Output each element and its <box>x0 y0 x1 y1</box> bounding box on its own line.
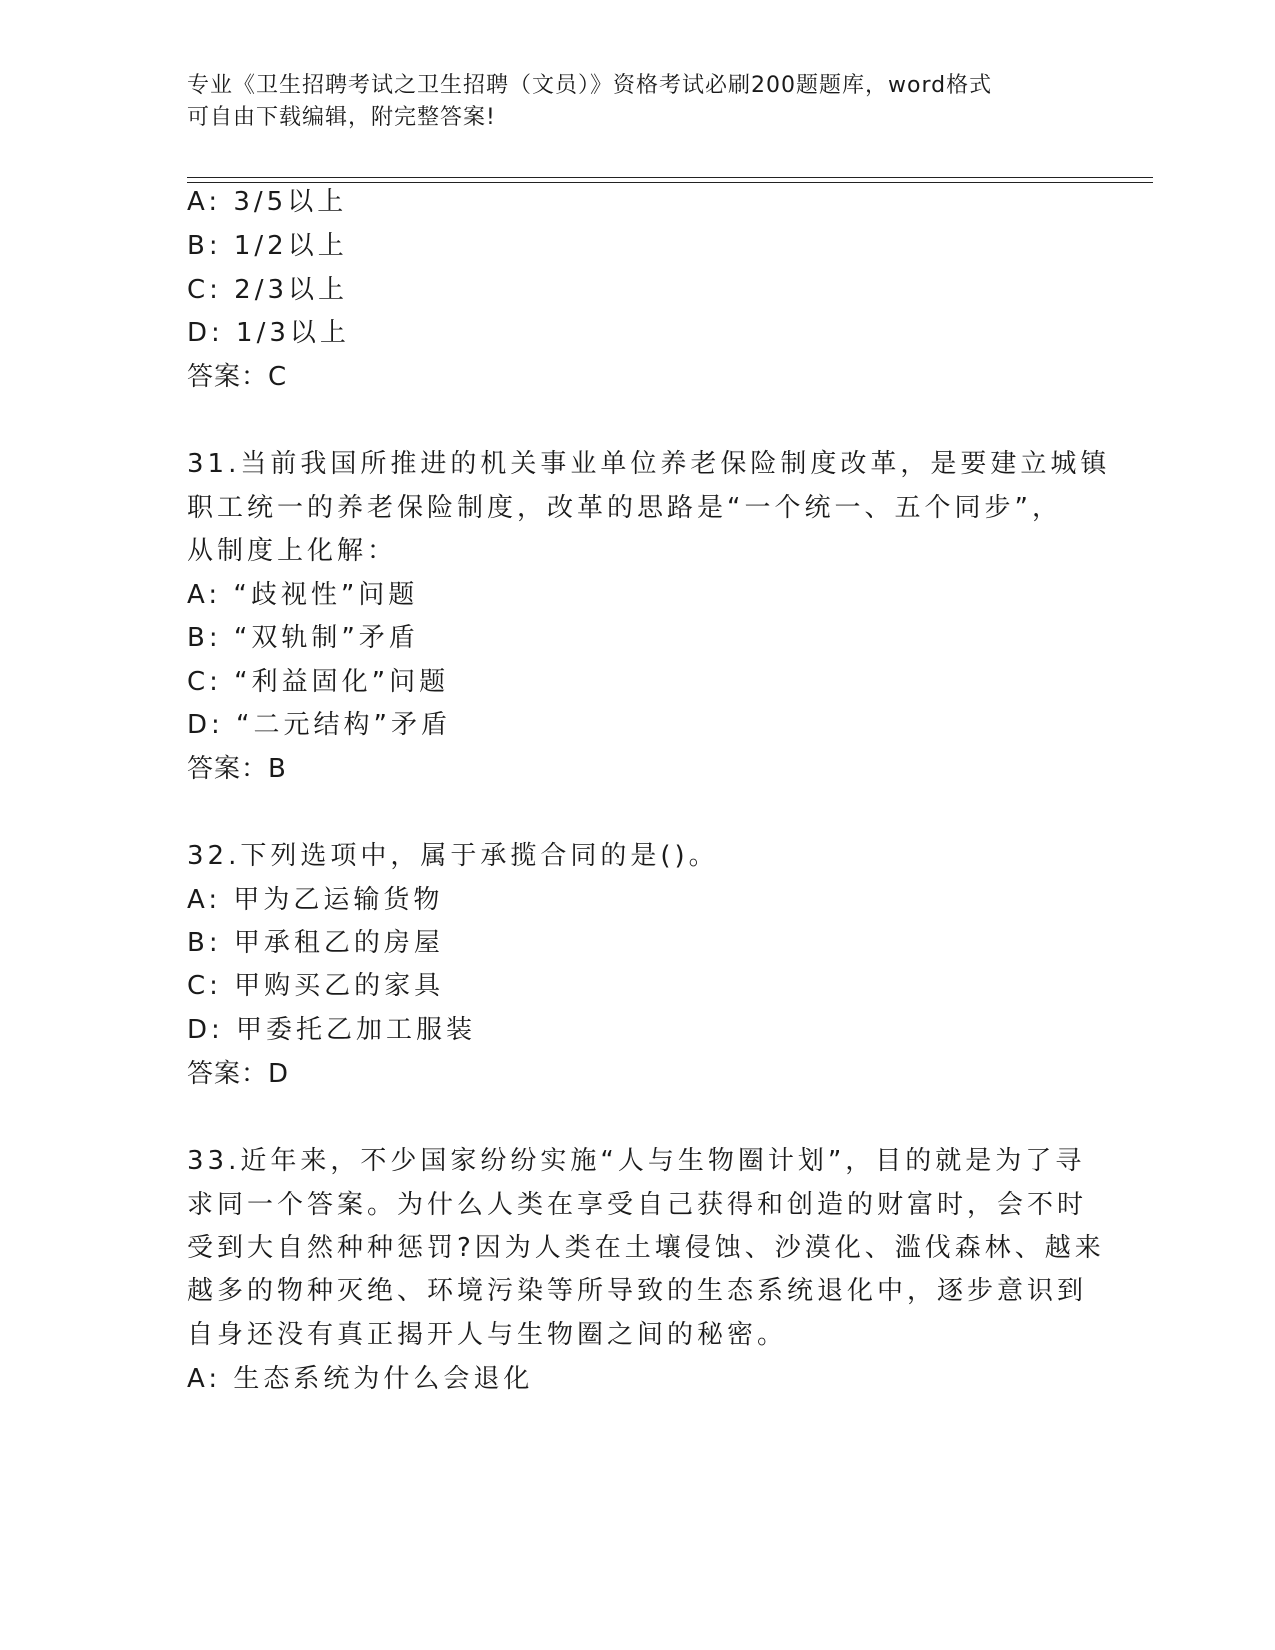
q31-answer: 答案：B <box>187 754 287 784</box>
q32-option-a: A: 甲为乙运输货物 <box>187 885 444 915</box>
document-header <box>187 70 1087 134</box>
q33-stem-line-2: 求同一个答案。为什么人类在享受自己获得和创造的财富时，会不时 <box>187 1190 1088 1220</box>
header-line-2: 可自由下载编辑，附完整答案! <box>187 105 496 130</box>
q30-option-c: C: 2/3以上 <box>187 275 349 305</box>
header-divider-bottom <box>187 182 1153 183</box>
q30-option-a: A: 3/5以上 <box>187 187 348 217</box>
q33-stem-line-3: 受到大自然种种惩罚?因为人类在土壤侵蚀、沙漠化、滥伐森林、越来 <box>187 1233 1105 1263</box>
q33-stem-line-4: 越多的物种灭绝、环境污染等所导致的生态系统退化中，逐步意识到 <box>187 1276 1088 1306</box>
q31-option-b: B: “双轨制”矛盾 <box>187 623 419 653</box>
q33-stem-line-1: 33.近年来，不少国家纷纷实施“人与生物圈计划”，目的就是为了寻 <box>187 1146 1086 1176</box>
header-line-1: 专业《卫生招聘考试之卫生招聘（文员）》资格考试必刷200题题库，word格式 <box>187 73 993 98</box>
q32-option-c: C: 甲购买乙的家具 <box>187 971 445 1001</box>
q30-option-d: D: 1/3以上 <box>187 318 350 348</box>
q32-option-b: B: 甲承租乙的房屋 <box>187 928 444 958</box>
q31-option-c: C: “利益固化”问题 <box>187 667 450 697</box>
q31-stem-line-1: 31.当前我国所推进的机关事业单位养老保险制度改革，是要建立城镇 <box>187 449 1111 479</box>
q30-answer: 答案：C <box>187 362 288 392</box>
q32-option-d: D: 甲委托乙加工服装 <box>187 1015 477 1045</box>
q33-option-a: A: 生态系统为什么会退化 <box>187 1364 534 1394</box>
q31-stem-line-2: 职工统一的养老保险制度，改革的思路是“一个统一、五个同步”， <box>187 493 1062 523</box>
q31-stem-line-3: 从制度上化解： <box>187 536 398 566</box>
q32-answer: 答案：D <box>187 1059 290 1089</box>
q32-stem-line-1: 32.下列选项中，属于承揽合同的是()。 <box>187 841 719 871</box>
q31-option-d: D: “二元结构”矛盾 <box>187 710 451 740</box>
q30-option-b: B: 1/2以上 <box>187 231 348 261</box>
q33-stem-line-5: 自身还没有真正揭开人与生物圈之间的秘密。 <box>187 1320 788 1350</box>
header-divider-top <box>187 177 1153 178</box>
q31-option-a: A: “歧视性”问题 <box>187 580 419 610</box>
